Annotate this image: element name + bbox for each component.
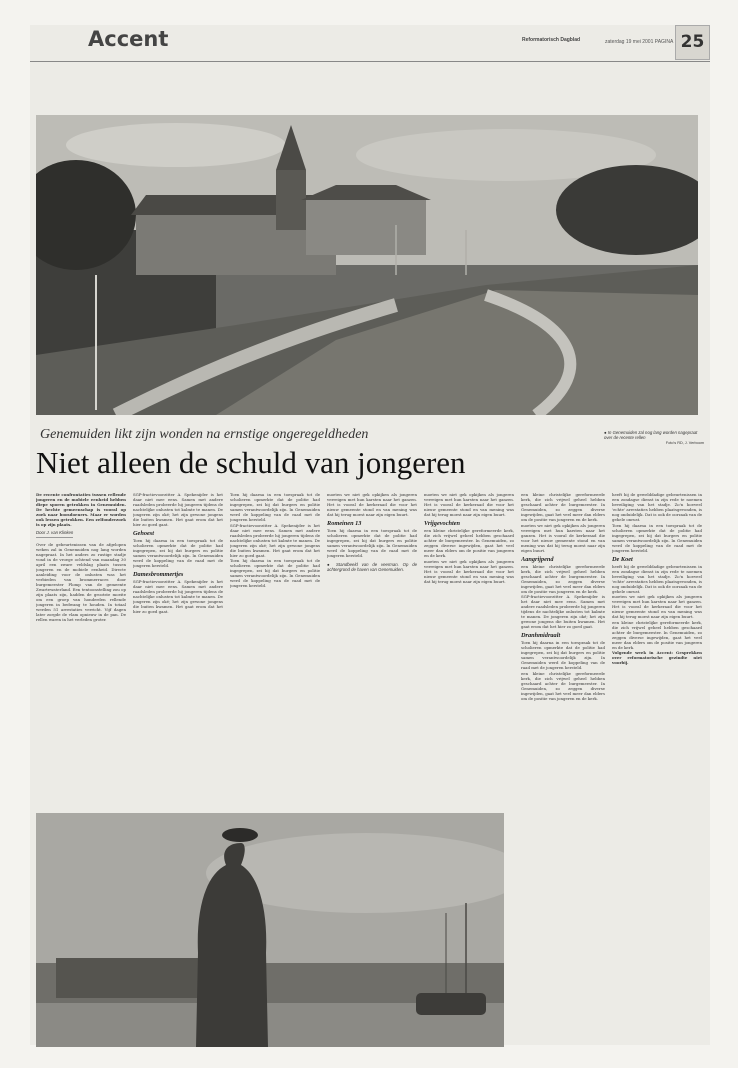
- statue-photo: [36, 813, 504, 1047]
- column-text: een kleine christelijke gereformeerde kerk, die zich vrijwel geheel hebben geschaard achter de burgemeester. In Genemuiden, zo zeggen diverse ingewijden, gaat het veel meer dan elders om de positie van jongeren en de kerk.: [612, 619, 702, 650]
- article-byline: Door J. van Klinken: [36, 530, 73, 538]
- column-text: een kleine christelijke gereformeerde kerk, die zich vrijwel geheel hebben geschaard achter de burgemeester. In Genemuiden, zo zeggen diverse ingewijden, gaat het veel meer dan elders om de positie van jongeren en de kerk.: [521, 670, 605, 701]
- subheading: Dranhmidraalt: [521, 632, 561, 639]
- newspaper-page: [30, 25, 710, 1045]
- photo-credit: Foto's RD, J. Verboom: [665, 441, 704, 445]
- column-text: SGP-fractievoorzitter A. Spekenijder is het daar niet mee eens. Samen met andere raadsleden probeerde hij jongeren tijdens de nachtelijke onlusten tot kalmte te manen. De jongeren zijn oké; het zijn gewone jongens die buiten kwamen. Het gaat erom dat het hier zo goed gaat.: [230, 522, 320, 558]
- column-text: moeten we niet gek opkijken als jongeren verreigen met hun karsten naar het ganzen. Het is vooral de kerkeraad die voor het nieuw gemeente stond en van mening was dat hij terug moest naar zijn eigen buurt.: [612, 594, 702, 619]
- page-number: 25: [675, 25, 710, 60]
- column-text: Toen hij daarna in een toespraak tot de scholieren opmerkte dat de politie had ingegrepen, zei hij dat burgers en politie samen verantwoordelijk zijn. In Genemuiden werd de koppeling van de raad met de jongeren hersteld.: [230, 492, 320, 522]
- newspaper-name: Reformatorisch Dagblad: [522, 37, 581, 43]
- caption-bullet-icon: ●: [327, 562, 337, 567]
- column-text: Toen hij daarna in een toespraak tot de scholieren opmerkte dat de politie had ingegrepen, zei hij dat burgers en politie samen verantwoordelijk zijn. In Genemuiden werd de koppeling van de raad met de jongeren hersteld.: [612, 522, 702, 553]
- column-text: SGP-fractievoorzitter A. Spekenijder is het daar niet mee eens. Samen met andere raadsleden probeerde hij jongeren tijdens de nachtelijke onlusten tot kalmte te manen. De jongeren zijn oké; het zijn gewone jongens die buiten kwamen. Het gaat erom dat het hier zo goed gaat.: [133, 579, 223, 614]
- article-lead: De recente confrontaties tussen rellende jongeren en de mobiele eenheid hebben diepe sporen getrokken in Genemuiden. De hechte gemeenschap is vooral op zoek naar boosdoeners. Maar er worden ook lessen getrokken. Een zelfonderzoek is op zijn plaats.: [36, 492, 126, 527]
- photo-caption: ● In Genemuiden zal nog lang worden nagepraat over de recente rellen Foto's RD, J. Verboom: [604, 430, 704, 445]
- column-text: heeft hij de gewelddadige gebeurtenissen in een zondagse dienst in zijn rede te noemen beveiliging van het stadje. Zo'n hoeveel 'echte' arrestaties hebben plaatsgevonden, is nog onduidelijk. Dat is ook de oorzaak van de gehele onrust.: [612, 563, 702, 594]
- subheading: Romeinen 13: [327, 520, 362, 527]
- column-text: Toen hij daarna in een toespraak tot de scholieren opmerkte dat de politie had ingegrepen, zei hij dat burgers en politie samen verantwoordelijk zijn. In Genemuiden werd de koppeling van de raad met de jongeren hersteld.: [327, 528, 417, 558]
- column-text: moeten we niet gek opkijken als jongeren verreigen met hun karsten naar het ganzen. Het is vooral de kerkeraad die voor het nieuw gemeente stond en van mening was dat hij terug moest naar zijn eigen buurt.: [424, 492, 514, 517]
- article-subhead: Genemuiden likt zijn wonden na ernstige ongeregeldheden: [40, 427, 369, 442]
- column-text: een kleine christelijke gereformeerde kerk, die zich vrijwel geheel hebben geschaard achter de burgemeester. In Genemuiden, zo zeggen diverse ingewijden, gaat het veel meer dan elders om de positie van jongeren en de kerk.: [521, 563, 605, 594]
- statue-harbour-illustration: [36, 813, 504, 1047]
- column-text: Over de gebeurtenissen van de afgelopen weken zal in Genemuiden nog lang worden nagepraat. In het anders zo rustige stadje vond in de vroege ochtend van maandag 30 april een zware veldslag plaats tussen jongeren en de mobiele eenheid. Directe aanleiding voor de onlusten was het verbieden van brommerraces door burgemeester Plomp van de gemeente Zwartewaterland. Een tentoonstelling zou op zijn plaats zijn, hadden de grootste moeite om een groep van honderden rellende jongeren in bedwang te houden. In totaal werden 51 arrestaties verricht. Vijf dagen later zorgde de vlam opnieuw in de pan. De rellen waren in het verleden groter.: [36, 541, 126, 622]
- subheading: De Koet: [612, 555, 633, 563]
- subheading: Aangrijpend: [521, 555, 554, 563]
- page-header: [30, 25, 710, 65]
- subheading: Damesbrommertjes: [133, 571, 184, 578]
- article-column-2: [133, 492, 223, 812]
- column-text: een kleine christelijke gereformeerde kerk, die zich vrijwel geheel hebben geschaard achter de burgemeester. In Genemuiden, zo zeggen diverse ingewijden, gaat het veel meer dan elders om de positie van jongeren en de kerk.: [521, 492, 605, 522]
- footer-note: Volgende week in Accent: Gesprekken over reformatorische gezindte niet voorbij.: [612, 650, 702, 665]
- village-landscape-illustration: [36, 115, 698, 415]
- column-text: een kleine christelijke gereformeerde kerk, die zich vrijwel geheel hebben geschaard achter de burgemeester. In Genemuiden, zo zeggen diverse ingewijden, gaat het veel meer dan elders om de positie van jongeren en de kerk.: [424, 528, 514, 558]
- article-column-3: [230, 492, 320, 812]
- column-text: SGP-fractievoorzitter A. Spekenijder is het daar niet mee eens. Samen met andere raadsleden probeerde hij jongeren tijdens de nachtelijke onlusten tot kalmte te manen. De jongeren zijn oké; het zijn gewone jongens die buiten kwamen. Het gaat erom dat het hier zo goed gaat.: [521, 594, 605, 629]
- subheading: Gehoest: [133, 530, 154, 537]
- section-title: Accent: [88, 27, 169, 51]
- article-column-7: [612, 492, 702, 1042]
- column-text: Toen hij daarna in een toespraak tot de scholieren opmerkte dat de politie had ingegrepen, zei hij dat burgers en politie samen verantwoordelijk zijn. In Genemuiden werd de koppeling van de raad met de jongeren hersteld.: [133, 538, 223, 568]
- issue-date: zaterdag 19 mei 2001 PAGINA: [605, 39, 674, 45]
- article-headline: Niet alleen de schuld van jongeren: [36, 445, 466, 480]
- caption-bullet-icon: ●: [604, 430, 608, 435]
- article-column-5: [424, 492, 514, 812]
- subheading: Vrijgevochten: [424, 520, 461, 527]
- article-column-4: [327, 492, 417, 812]
- column-text: moeten we niet gek opkijken als jongeren verreigen met hun karsten naar het ganzen. Het is vooral de kerkeraad die voor het nieuw gemeente stond en van mening was dat hij terug moest naar zijn eigen buurt.: [424, 558, 514, 584]
- article-column-1: [36, 492, 126, 812]
- village-photo: [36, 115, 698, 415]
- column-text: moeten we niet gek opkijken als jongeren verreigen met hun karsten naar het ganzen. Het is vooral de kerkeraad die voor het nieuw gemeente stond en van mening was dat hij terug moest naar zijn eigen buurt.: [327, 492, 417, 517]
- column-text: Toen hij daarna in een toespraak tot de scholieren opmerkte dat de politie had ingegrepen, zei hij dat burgers en politie samen verantwoordelijk zijn. In Genemuiden werd de koppeling van de raad met de jongeren hersteld.: [521, 640, 605, 670]
- statue-caption: ● Standbeeld van de veerman. Op de achtergrond de haven van Genemuiden.: [327, 562, 417, 572]
- header-rule: [30, 61, 710, 62]
- column-text: heeft hij de gewelddadige gebeurtenissen in een zondagse dienst in zijn rede te noemen beveiliging van het stadje. Zo'n hoeveel 'echte' arrestaties hebben plaatsgevonden, is nog onduidelijk. Dat is ook de oorzaak van de gehele onrust.: [612, 492, 702, 522]
- article-column-6: [521, 492, 605, 1042]
- column-text: moeten we niet gek opkijken als jongeren verreigen met hun karsten naar het ganzen. Het is vooral de kerkeraad die voor het nieuw gemeente stond en van mening was dat hij terug moest naar zijn eigen buurt.: [521, 522, 605, 553]
- column-text: SGP-fractievoorzitter A. Spekenijder is het daar niet mee eens. Samen met andere raadsleden probeerde hij jongeren tijdens de nachtelijke onlusten tot kalmte te manen. De jongeren zijn oké; het zijn gewone jongens die buiten kwamen. Het gaat erom dat het hier zo goed gaat.: [133, 492, 223, 527]
- column-text: Toen hij daarna in een toespraak tot de scholieren opmerkte dat de politie had ingegrepen, zei hij dat burgers en politie samen verantwoordelijk zijn. In Genemuiden werd de koppeling van de raad met de jongeren hersteld.: [230, 558, 320, 588]
